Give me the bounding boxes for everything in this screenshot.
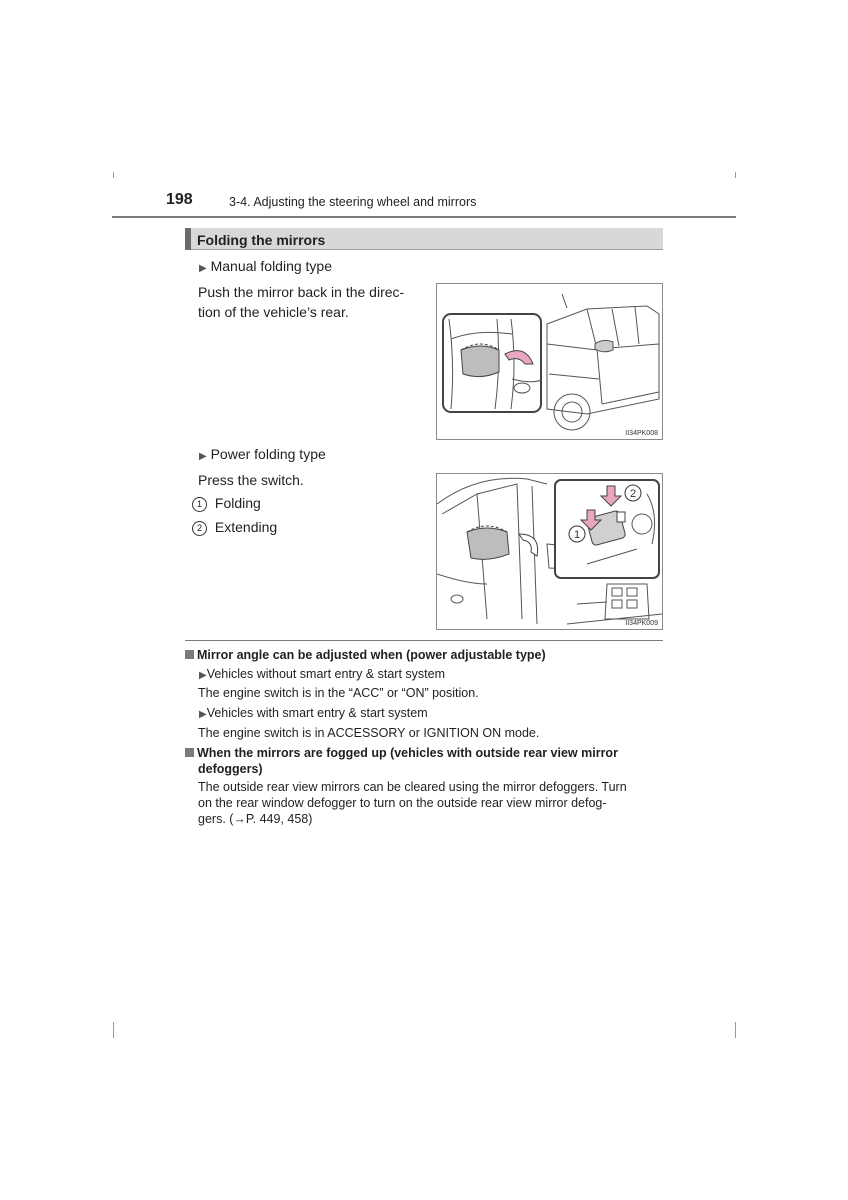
truck-mirror-illustration [437,284,662,439]
angle-sub1-text: Vehicles without smart entry & start system [206,667,445,681]
power-heading-text: Power folding type [210,446,326,462]
triangle-bullet-icon: ▶ [199,670,207,681]
title-marker [185,228,191,250]
power-item-2 [192,517,277,537]
manual-text-line1: Push the mirror back in the direc- [198,284,405,300]
fog-text-line1: The outside rear view mirrors can be cleared using the mirror defoggers. Turn [198,780,627,794]
circled-number: 1 [192,497,207,512]
power-text: Press the switch. [198,472,304,488]
angle-sub1 [199,666,445,684]
svg-text:1: 1 [573,529,581,541]
page-title: Folding the mirrors [197,232,326,248]
fog-note-heading-text: When the mirrors are fogged up (vehicles with outside rear view mirror [197,746,618,760]
circled-number: 2 [192,521,207,536]
square-bullet-icon [185,650,194,659]
power-item-label: Folding [214,495,261,511]
page-number: 198 [166,191,193,208]
angle-note-heading-text: Mirror angle can be adjusted when (power adjustable type) [197,648,546,662]
notes-rule [185,640,663,641]
crop-mark [113,172,114,178]
figure-code: II34PK008 [625,430,658,437]
manual-heading [199,256,332,279]
rotate-arrow-icon [519,534,538,556]
triangle-bullet-icon: ▶ [199,263,207,274]
power-heading [199,444,326,467]
fog-text-line3: gers. (→P. 449, 458) [198,812,313,826]
angle-note-heading [185,647,546,663]
triangle-bullet-icon: ▶ [199,709,207,720]
manual-text-line2: tion of the vehicle’s rear. [198,304,349,320]
crop-mark [113,1022,114,1038]
crop-mark [735,172,736,178]
manual-folding-figure [436,283,663,440]
square-bullet-icon [185,748,194,757]
triangle-bullet-icon: ▶ [199,451,207,462]
svg-text:2: 2 [629,488,637,500]
fog-note-heading-line2: defoggers) [198,762,263,776]
header-rule [112,216,736,218]
power-item-1 [192,493,261,513]
fog-note-heading-line1 [185,745,618,761]
figure-code: II34PK009 [625,620,658,627]
power-item-label: Extending [214,519,278,535]
angle-sub2 [199,705,428,723]
fog-text-line2: on the rear window defogger to turn on the outside rear view mirror defog- [198,796,607,810]
section-title: 3-4. Adjusting the steering wheel and mirrors [229,195,477,209]
power-folding-figure [436,473,663,630]
crop-mark [735,1022,736,1038]
door-switch-illustration [437,474,662,629]
angle-sub2-text: Vehicles with smart entry & start system [206,706,428,720]
manual-heading-text: Manual folding type [210,258,333,274]
angle-text2: The engine switch is in ACCESSORY or IGNITION ON mode. [198,726,540,740]
angle-text1: The engine switch is in the “ACC” or “ON” position. [198,686,479,700]
